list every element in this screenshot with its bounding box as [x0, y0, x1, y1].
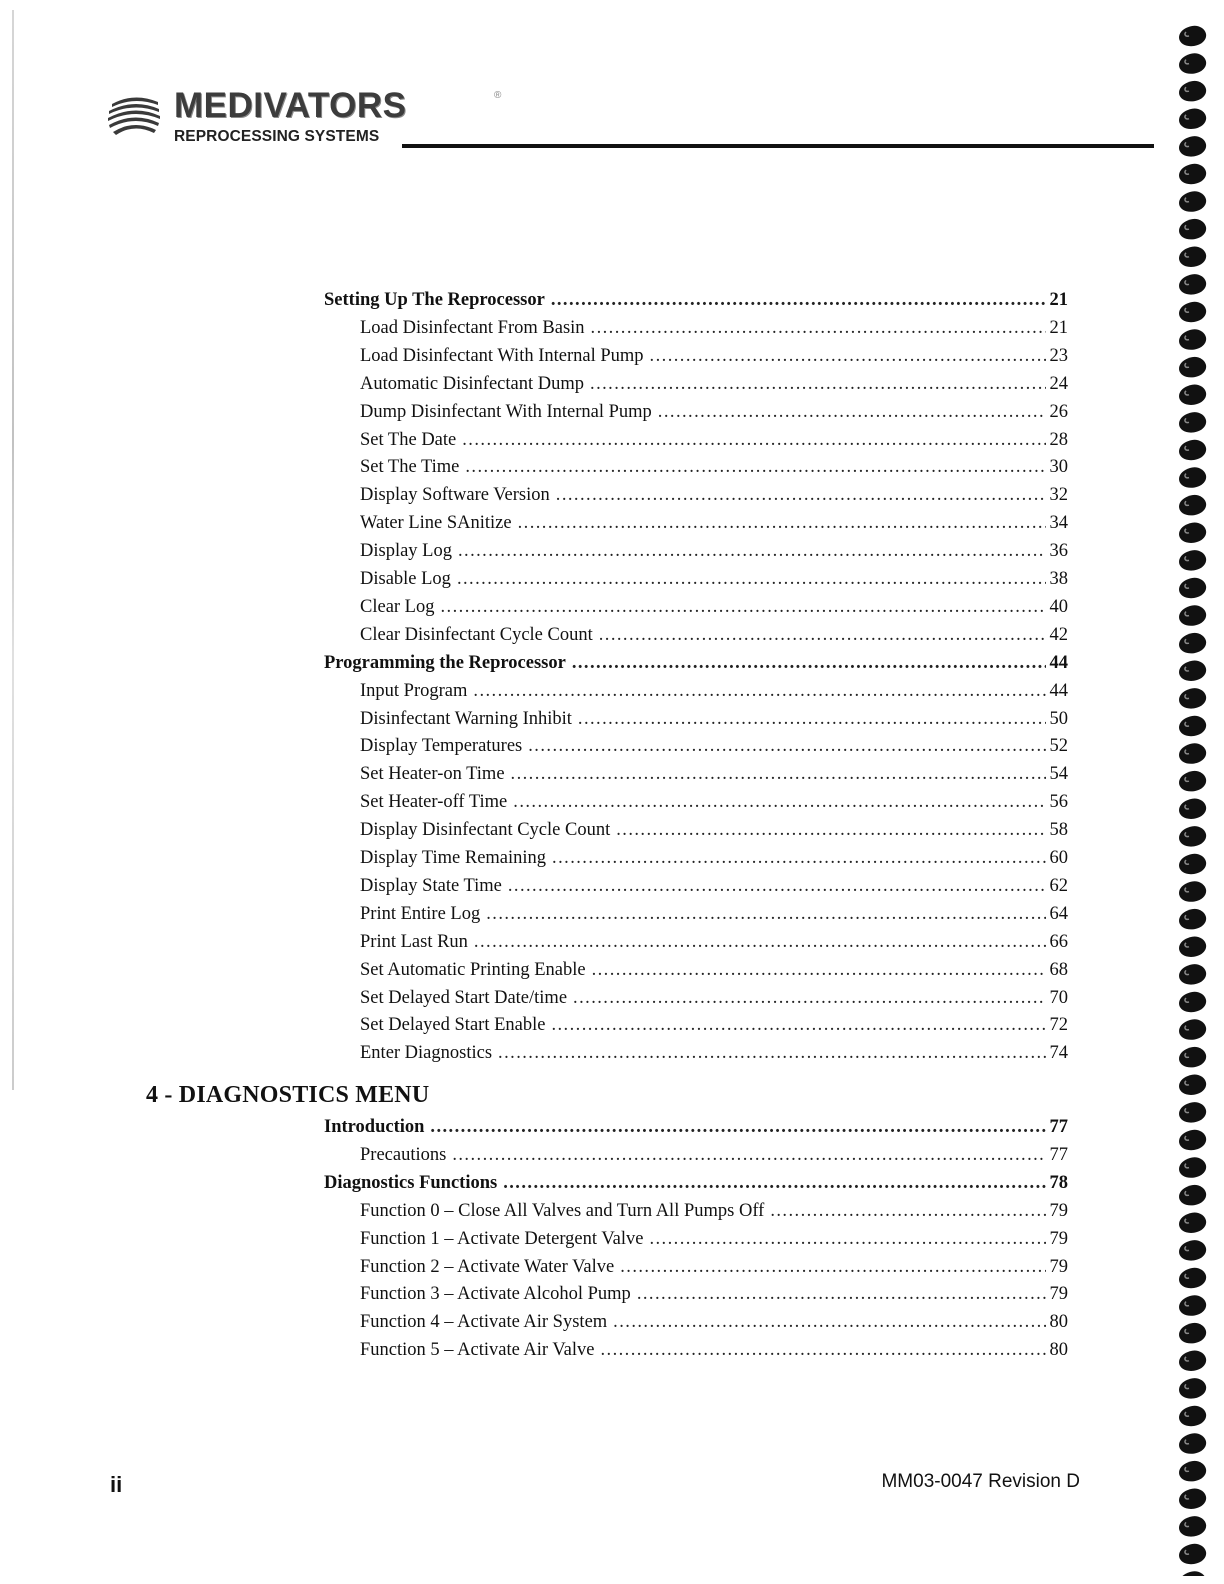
binding-coil	[1179, 136, 1206, 157]
logo-subtitle: REPROCESSING SYSTEMS	[174, 128, 380, 145]
binding-coil	[1179, 1047, 1206, 1068]
toc-entry	[360, 709, 1068, 737]
binding-coil	[1179, 164, 1206, 185]
toc-leader-dots	[441, 597, 1046, 618]
toc-entry	[324, 1117, 1068, 1145]
header-rule	[402, 144, 1154, 148]
toc-entry-page: 23	[1049, 345, 1068, 366]
toc-entry	[324, 653, 1068, 681]
toc-leader-dots	[591, 318, 1046, 339]
toc-entry-title: Display Time Remaining	[360, 848, 547, 868]
toc-entry	[360, 764, 1068, 792]
toc-entry-page: 58	[1049, 820, 1068, 841]
toc-entry-page: 79	[1049, 1228, 1068, 1249]
medivators-logo	[108, 86, 502, 150]
toc-entry-page: 79	[1049, 1284, 1068, 1305]
binding-coil	[1179, 550, 1206, 571]
toc-leader-dots	[572, 653, 1046, 674]
binding-coil	[1179, 771, 1206, 792]
toc-entry	[360, 932, 1068, 960]
toc-entry-title: Set Heater-on Time	[360, 764, 505, 785]
toc-entry	[360, 1257, 1068, 1285]
toc-entry	[360, 876, 1068, 904]
toc-entry-page: 80	[1049, 1312, 1068, 1333]
toc-entry-title: Diagnostics Functions	[324, 1172, 498, 1193]
toc-entry-title: Display Software Version	[360, 485, 550, 506]
binding-coil	[1179, 1571, 1206, 1576]
binding-coil	[1179, 992, 1206, 1013]
toc-leader-dots	[649, 1229, 1045, 1250]
toc-leader-dots	[452, 1145, 1045, 1166]
binding-coil	[1179, 274, 1206, 295]
binding-coil	[1179, 384, 1206, 405]
toc-entry-title: Water Line SAnitize	[360, 513, 512, 534]
toc-leader-dots	[578, 709, 1046, 730]
logo-swoosh-icon	[108, 94, 160, 138]
toc-entry-page: 56	[1049, 792, 1068, 813]
binding-coil	[1179, 1157, 1206, 1178]
toc-leader-dots	[613, 1312, 1045, 1333]
toc-entry-title: Enter Diagnostics	[360, 1043, 493, 1064]
binding-coil	[1179, 1102, 1206, 1123]
toc-leader-dots	[658, 402, 1046, 423]
toc-entry-page: 40	[1049, 596, 1068, 617]
toc-leader-dots	[430, 1117, 1045, 1138]
page-number: ii	[110, 1472, 123, 1497]
toc-entry-title: Display Disinfectant Cycle Count	[360, 820, 611, 841]
toc-entry-title: Dump Disinfectant With Internal Pump	[360, 401, 652, 422]
registered-mark: ®	[494, 90, 502, 101]
toc-leader-dots	[508, 876, 1046, 897]
binding-coil	[1179, 1295, 1206, 1316]
toc-entry	[360, 430, 1068, 458]
toc-entry-title: Function 5 – Activate Air Valve	[360, 1340, 595, 1361]
toc-entry-page: 44	[1049, 652, 1068, 673]
toc-entry-page: 34	[1049, 513, 1068, 534]
toc-entry-page: 28	[1049, 429, 1068, 450]
toc-entry-page: 74	[1049, 1043, 1068, 1064]
binding-coil	[1179, 1130, 1206, 1151]
binding-coil	[1179, 1488, 1206, 1509]
toc-entry-page: 30	[1049, 457, 1068, 478]
toc-entry-title: Display State Time	[360, 875, 502, 896]
toc-leader-dots	[552, 848, 1045, 869]
toc-entry-page: 21	[1049, 290, 1068, 310]
toc-entry-page: 32	[1049, 485, 1068, 506]
toc-entry-title: Setting Up The Reprocessor	[324, 290, 545, 310]
toc-entry-title: Set Heater-off Time	[360, 792, 508, 813]
toc-leader-dots	[474, 932, 1046, 953]
toc-entry	[360, 513, 1068, 541]
toc-entry-title: Display Temperatures	[360, 736, 523, 757]
binding-coil	[1179, 716, 1206, 737]
toc-leader-dots	[518, 513, 1046, 534]
binding-coil	[1179, 1212, 1206, 1233]
toc-entry	[360, 960, 1068, 988]
toc-entry-page: 79	[1049, 1256, 1068, 1277]
toc-entry-title: Clear Disinfectant Cycle Count	[360, 624, 593, 645]
toc-entry-page: 68	[1049, 959, 1068, 980]
binding-coil	[1179, 1268, 1206, 1289]
toc-leader-dots	[551, 1015, 1045, 1036]
toc-entry-title: Precautions	[360, 1144, 447, 1165]
toc-entry-title: Set Delayed Start Date/time	[360, 987, 568, 1008]
toc-entry	[360, 625, 1068, 653]
binding-coil	[1179, 246, 1206, 267]
toc-entry	[360, 1340, 1068, 1368]
toc-entry	[360, 1015, 1068, 1043]
toc-entry-page: 52	[1049, 736, 1068, 757]
toc-leader-dots	[511, 764, 1046, 785]
toc-entry	[360, 681, 1068, 709]
toc-entry-page: 79	[1049, 1200, 1068, 1221]
toc-leader-dots	[599, 625, 1046, 646]
binding-coil	[1179, 440, 1206, 461]
binding-coil	[1179, 688, 1206, 709]
toc-leader-dots	[556, 485, 1046, 506]
binding-coil	[1179, 1074, 1206, 1095]
toc-entry-page: 24	[1049, 373, 1068, 394]
toc-entry	[360, 597, 1068, 625]
binding-coil	[1179, 495, 1206, 516]
toc-entry	[360, 988, 1068, 1016]
binding-coil	[1179, 1350, 1206, 1371]
toc-entry	[360, 374, 1068, 402]
toc-leader-dots	[637, 1284, 1046, 1305]
binding-coil	[1179, 798, 1206, 819]
toc-entry-page: 80	[1049, 1340, 1068, 1361]
toc-entry-title: Disable Log	[360, 569, 451, 589]
toc-leader-dots	[573, 988, 1045, 1009]
toc-entry-page: 21	[1049, 317, 1068, 338]
toc-entry-page: 77	[1049, 1144, 1068, 1165]
toc-leader-dots	[592, 960, 1046, 981]
toc-leader-dots	[486, 904, 1045, 925]
toc-entry	[360, 792, 1068, 820]
toc-leader-dots	[462, 430, 1045, 451]
toc-leader-dots	[465, 457, 1045, 478]
toc-entry-page: 64	[1049, 903, 1068, 924]
binding-coil	[1179, 1185, 1206, 1206]
binding-coil	[1179, 633, 1206, 654]
binding-coil	[1179, 605, 1206, 626]
toc-entry	[324, 1173, 1068, 1201]
binding-coil	[1179, 1516, 1206, 1537]
toc-entry-page: 66	[1049, 931, 1068, 952]
binding-coil	[1179, 1406, 1206, 1427]
toc-leader-dots	[620, 1257, 1045, 1278]
toc-entry-page: 50	[1049, 708, 1068, 729]
binding-coil	[1179, 467, 1206, 488]
toc-entry	[360, 1284, 1068, 1312]
binding-coil	[1179, 826, 1206, 847]
toc-entry	[360, 1229, 1068, 1257]
binding-coil	[1179, 1433, 1206, 1454]
toc-entry-page: 54	[1049, 764, 1068, 785]
toc-entry-title: Input Program	[360, 680, 468, 701]
toc-leader-dots	[458, 541, 1046, 562]
binding-coil	[1179, 522, 1206, 543]
toc-entry-title: Load Disinfectant From Basin	[360, 317, 585, 338]
binding-coil	[1179, 412, 1206, 433]
binding-coil	[1179, 357, 1206, 378]
binding-coil	[1179, 302, 1206, 323]
toc-leader-dots	[473, 681, 1045, 702]
binding-coil	[1179, 881, 1206, 902]
toc-entry-title: Print Last Run	[360, 931, 468, 952]
toc-entry-title: Set The Date	[360, 429, 457, 450]
binding-coil	[1179, 108, 1206, 129]
binding-coil	[1179, 854, 1206, 875]
toc-entry-page: 70	[1049, 987, 1068, 1008]
toc-leader-dots	[513, 792, 1045, 813]
toc-entry-title: Automatic Disinfectant Dump	[360, 373, 585, 394]
toc-entry-title: Disinfectant Warning Inhibit	[360, 708, 572, 729]
toc-entry	[360, 1201, 1068, 1229]
toc-entry	[360, 1312, 1068, 1340]
toc-entry-page: 77	[1049, 1117, 1068, 1137]
toc-leader-dots	[457, 569, 1046, 590]
toc-entry-title: Set The Time	[360, 457, 460, 478]
toc-entry-title: Set Delayed Start Enable	[360, 1015, 546, 1036]
binding-coil	[1179, 1019, 1206, 1040]
toc-entry-page: 44	[1049, 680, 1068, 701]
toc-entry-title: Set Automatic Printing Enable	[360, 959, 586, 980]
binding-coil	[1179, 936, 1206, 957]
toc-entry-page: 62	[1049, 875, 1068, 896]
logo-wordmark: MEDIVATORS	[174, 86, 407, 125]
toc-entry-title: Clear Log	[360, 596, 435, 617]
binding-coil	[1179, 578, 1206, 599]
binding-coil	[1179, 1544, 1206, 1565]
toc-entry-title: Function 0 – Close All Valves and Turn All Pumps Off	[360, 1200, 765, 1221]
binding-coil	[1179, 329, 1206, 350]
toc-entry-title: Load Disinfectant With Internal Pump	[360, 345, 644, 366]
toc-entry	[360, 457, 1068, 485]
binding-coil	[1179, 909, 1206, 930]
binding-coil	[1179, 191, 1206, 212]
document-id: MM03-0047 Revision D	[881, 1471, 1080, 1492]
toc-entry-title: Programming the Reprocessor	[324, 652, 566, 673]
toc-entry	[360, 848, 1068, 876]
toc-entry	[360, 904, 1068, 932]
toc-leader-dots	[770, 1201, 1045, 1222]
toc-leader-dots	[590, 374, 1045, 395]
toc-entry-title: Function 3 – Activate Alcohol Pump	[360, 1284, 631, 1305]
toc-entry-page: 36	[1049, 541, 1068, 562]
binding-coil	[1179, 964, 1206, 985]
toc-entry	[360, 485, 1068, 513]
toc-entry	[360, 318, 1068, 346]
toc-entry-page: 38	[1049, 569, 1068, 589]
toc-entry	[360, 736, 1068, 764]
toc-entry-title: Display Log	[360, 541, 452, 562]
binding-coil	[1179, 26, 1206, 47]
toc-leader-dots	[551, 290, 1046, 311]
toc-entry-page: 26	[1049, 401, 1068, 422]
toc-entry	[360, 346, 1068, 374]
toc-entry-title: Function 4 – Activate Air System	[360, 1312, 608, 1333]
toc-entry-page: 72	[1049, 1015, 1068, 1036]
binding-coil	[1179, 1240, 1206, 1261]
toc-entry-title: Function 2 – Activate Water Valve	[360, 1256, 615, 1277]
toc-leader-dots	[616, 820, 1045, 841]
toc-leader-dots	[600, 1340, 1045, 1361]
toc-entry-title: Function 1 – Activate Detergent Valve	[360, 1228, 644, 1249]
binding-coil	[1179, 660, 1206, 681]
spiral-binding	[1172, 16, 1224, 1576]
toc-entry	[324, 290, 1068, 318]
toc-leader-dots	[498, 1043, 1045, 1064]
toc-leader-dots	[528, 736, 1045, 757]
binding-coil	[1179, 53, 1206, 74]
toc-entry	[360, 569, 1068, 597]
binding-coil	[1179, 1461, 1206, 1482]
binding-coil	[1179, 743, 1206, 764]
toc-entry	[360, 1043, 1068, 1071]
toc-entry	[360, 541, 1068, 569]
toc-entry-page: 78	[1049, 1172, 1068, 1193]
toc-entry-page: 42	[1049, 624, 1068, 645]
toc-leader-dots	[503, 1173, 1045, 1194]
binding-coil	[1179, 81, 1206, 102]
toc-entry-page: 60	[1049, 848, 1068, 868]
toc-entry	[360, 402, 1068, 430]
toc-entry-title: Print Entire Log	[360, 903, 481, 924]
scan-edge-shadow	[12, 10, 14, 1090]
binding-coil	[1179, 219, 1206, 240]
toc-leader-dots	[650, 346, 1046, 367]
toc-entry	[360, 1145, 1068, 1173]
toc-entry-title: Introduction	[324, 1117, 425, 1137]
binding-coil	[1179, 1323, 1206, 1344]
binding-coil	[1179, 1378, 1206, 1399]
section-heading: 4 - DIAGNOSTICS MENU	[146, 1082, 430, 1108]
toc-entry	[360, 820, 1068, 848]
